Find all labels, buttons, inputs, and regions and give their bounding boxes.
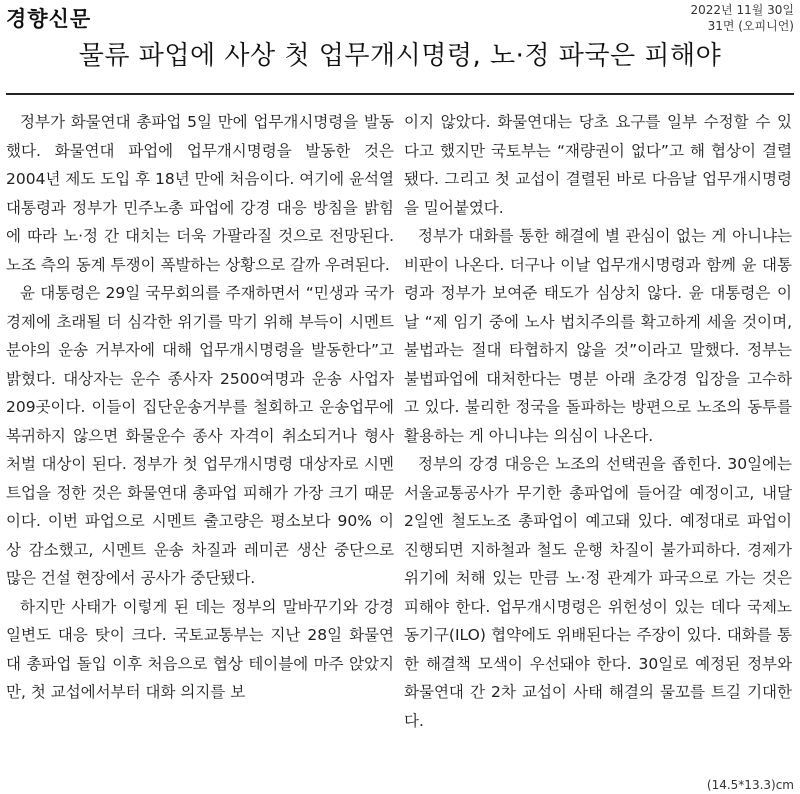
paragraph: 정부가 대화를 통한 해결에 별 관심이 없는 게 아니냐는 비판이 나온다. 더구나 이날 업무개시명령과 함께 윤 대통령과 정부가 보여준 태도가 심상치 않다. 윤 대통령은 이날 “제 임기 중에 노사 법치주의를 확고하게 세울 것이며, 불법과는 절대 타협하지 않을 것”이라고 말했다. 정부는 불법파업에 대처한다는 명분 아래 초강경 입장을 고수하고 있다. 불리한 정국을 돌파하는 방편으로 노조의 동투를 활용하는 게 아니냐는 의심이 나온다.	[404, 227, 792, 445]
page-section: 31면 (오피니언)	[707, 19, 794, 33]
article-column-right	[404, 108, 792, 735]
headline-divider	[6, 93, 794, 95]
article-column-left	[6, 108, 394, 707]
clipping-size-note: (14.5*13.3)cm	[706, 778, 794, 792]
publication-date: 2022년 11월 30일	[690, 3, 794, 17]
paragraph: 정부의 강경 대응은 노조의 선택권을 좁힌다. 30일에는 서울교통공사가 무기한 총파업에 들어갈 예정이고, 내달 2일엔 철도노조 총파업이 예고돼 있다. 예정대로 파업이 진행되면 지하철과 철도 운행 차질이 불가피하다. 경제가 위기에 처해 있는 만큼 노·정 관계가 파국으로 가는 것은 피해야 한다. 업무개시명령은 위헌성이 있는 데다 국제노동기구(ILO) 협약에도 위배된다는 주장이 있다. 대화를 통한 해결책 모색이 우선돼야 한다. 30일로 예정된 정부와 화물연대 간 2차 교섭이 사태 해결의 물꼬를 트길 기대한다.	[404, 455, 792, 730]
paragraph: 하지만 사태가 이렇게 된 데는 정부의 말바꾸기와 강경 일변도 대응 탓이 크다. 국토교통부는 지난 28일 화물연대 총파업 돌입 이후 처음으로 협상 테이블에 마주 앉았지만, 첫 교섭에서부터 대화 의지를 보	[6, 597, 394, 701]
paragraph: 이지 않았다. 화물연대는 당초 요구를 일부 수정할 수 있다고 했지만 국토부는 “재량권이 없다”고 해 협상이 결렬됐다. 그리고 첫 교섭이 결렬된 바로 다음날 업무개시명령을 밀어붙였다.	[404, 113, 792, 217]
newspaper-logo: 경향신문	[6, 7, 92, 31]
publication-meta	[691, 2, 794, 34]
paragraph: 정부가 화물연대 총파업 5일 만에 업무개시명령을 발동했다. 화물연대 파업에 업무개시명령을 발동한 것은 2004년 제도 도입 후 18년 만에 처음이다. 여기에 윤석열 대통령과 정부가 민주노총 파업에 강경 대응 방침을 밝힘에 따라 노·정 간 대치는 더욱 가팔라질 것으로 전망된다. 노조 측의 동계 투쟁이 폭발하는 상황으로 갈까 우려된다.	[6, 113, 395, 274]
paragraph: 윤 대통령은 29일 국무회의를 주재하면서 “민생과 국가경제에 초래될 더 심각한 위기를 막기 위해 부득이 시멘트 분야의 운송 거부자에 대해 업무개시명령을 발동한다”고 밝혔다. 대상자는 운수 종사자 2500여명과 운송 사업자 209곳이다. 이들이 집단운송거부를 철회하고 운송업무에 복귀하지 않으면 화물운수 종사 자격이 취소되거나 형사처벌 대상이 된다. 정부가 첫 업무개시명령 대상자로 시멘트업을 정한 것은 화물연대 총파업 피해가 가장 크기 때문이다. 이번 파업으로 시멘트 출고량은 평소보다 90% 이상 감소했고, 시멘트 운송 차질과 레미콘 생산 중단으로 많은 건설 현장에서 공사가 중단됐다.	[6, 284, 394, 587]
article-headline: 물류 파업에 사상 첫 업무개시명령, 노·정 파국은 피해야	[78, 41, 722, 71]
